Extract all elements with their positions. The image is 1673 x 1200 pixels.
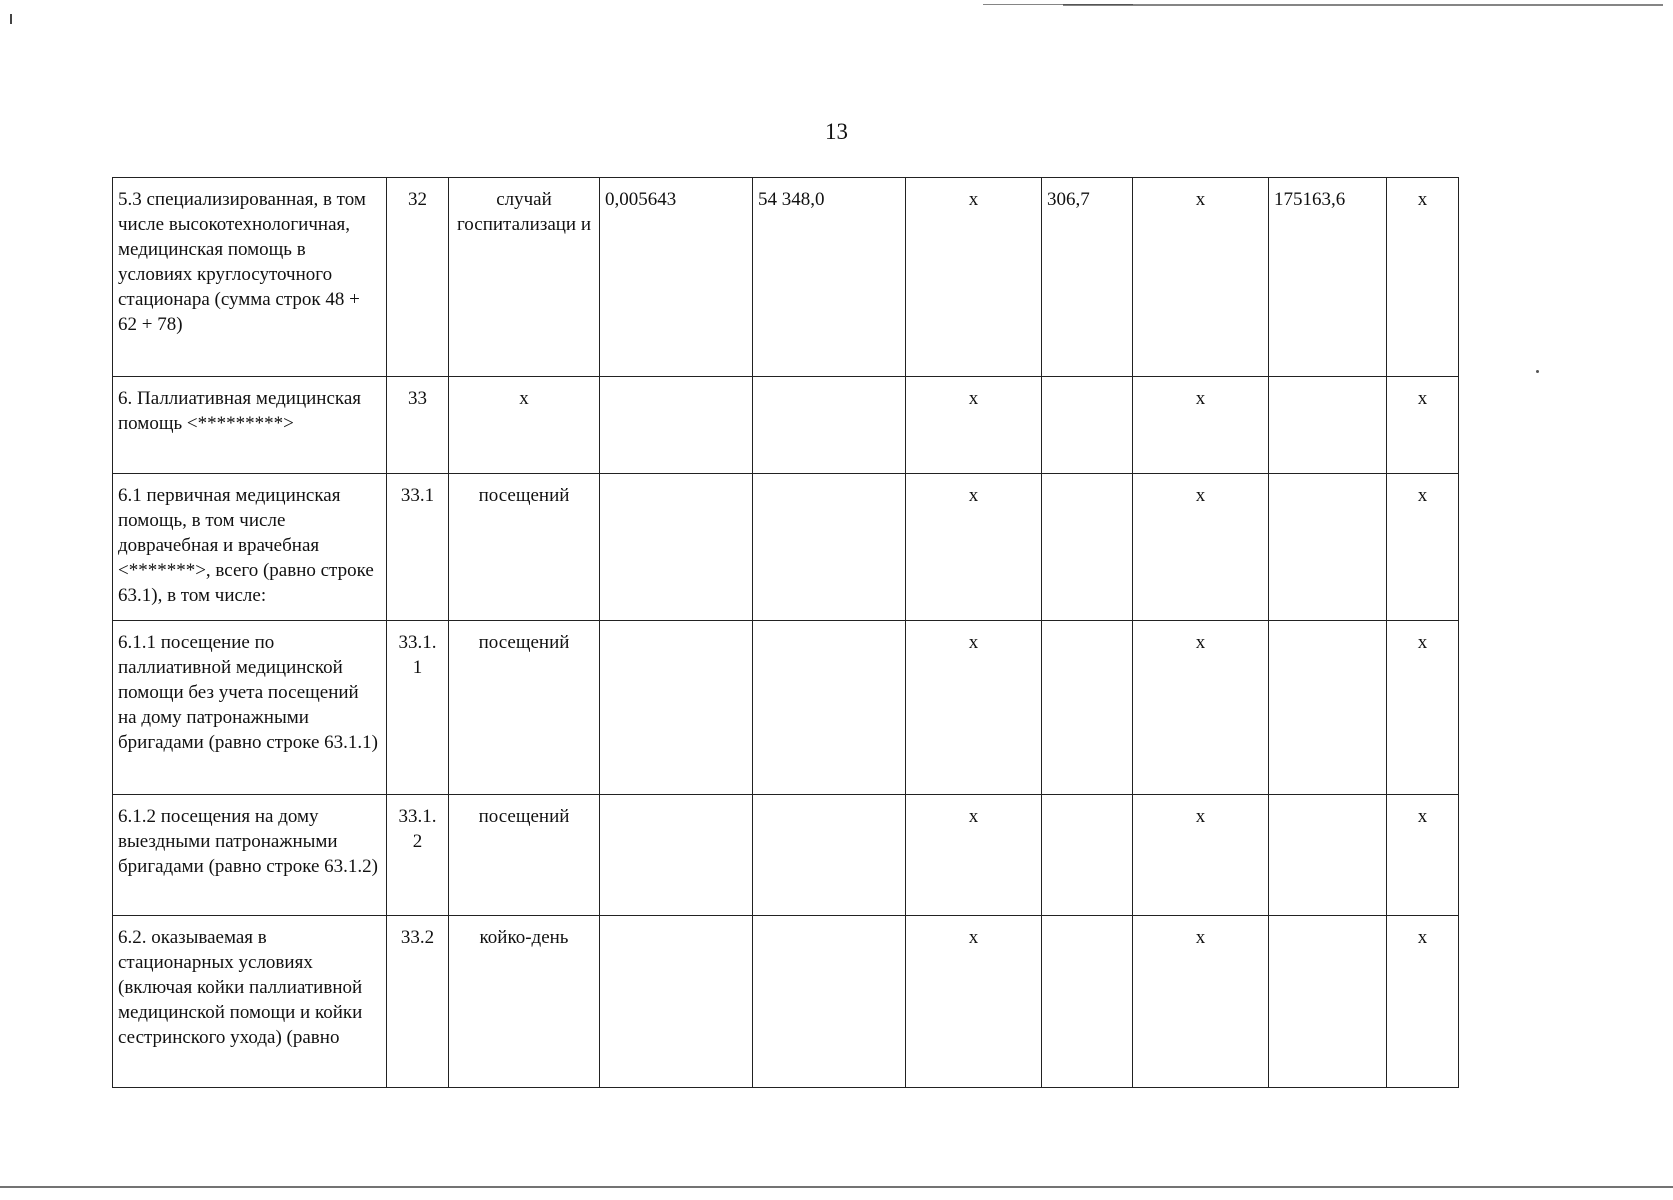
- row-name-cell: 5.3 специализированная, в том числе высокотехнологичная, медицинская помощь в условиях круглосуточного стационара (сумма строк 48 + 62 + 78): [113, 178, 387, 377]
- row-value-cell: [1042, 377, 1133, 474]
- row-value-cell: [1269, 916, 1387, 1088]
- row-value-cell: [1042, 621, 1133, 795]
- row-value-cell: 54 348,0: [753, 178, 906, 377]
- row-unit-cell: посещений: [449, 474, 600, 621]
- row-value-cell: х: [906, 178, 1042, 377]
- row-unit-cell: койко-день: [449, 916, 600, 1088]
- table-row: [113, 916, 1459, 1088]
- scan-edge-line-top: [1063, 4, 1663, 6]
- row-value-cell: х: [1387, 795, 1459, 916]
- row-value-cell: [1269, 377, 1387, 474]
- row-unit-cell: случай госпитализаци и: [449, 178, 600, 377]
- indicator-table: [112, 177, 1459, 1088]
- row-value-cell: [753, 916, 906, 1088]
- row-value-cell: [1269, 621, 1387, 795]
- row-name-cell: 6.1 первичная медицинская помощь, в том числе доврачебная и врачебная <*******>, всего (равно строке 63.1), в том числе:: [113, 474, 387, 621]
- scan-edge-line-bottom: [0, 1186, 1673, 1188]
- row-value-cell: [753, 377, 906, 474]
- row-name-cell: 6.2. оказываемая в стационарных условиях (включая койки паллиативной медицинской помощи и койки сестринского ухода) (равно: [113, 916, 387, 1088]
- row-value-cell: х: [1133, 916, 1269, 1088]
- table-row: [113, 795, 1459, 916]
- page-number: 13: [825, 119, 848, 144]
- row-value-cell: [1042, 474, 1133, 621]
- row-value-cell: 306,7: [1042, 178, 1133, 377]
- row-value-cell: х: [1133, 474, 1269, 621]
- row-value-cell: х: [1387, 377, 1459, 474]
- row-value-cell: [600, 377, 753, 474]
- row-value-cell: [1269, 474, 1387, 621]
- row-value-cell: [600, 621, 753, 795]
- scan-mark: [10, 14, 12, 24]
- scan-edge-line-top-short: [983, 4, 1133, 5]
- row-value-cell: х: [1387, 474, 1459, 621]
- row-line-number-cell: 32: [387, 178, 449, 377]
- table-row: [113, 474, 1459, 621]
- table-row: [113, 621, 1459, 795]
- row-value-cell: х: [1133, 178, 1269, 377]
- row-line-number-cell: 33.1. 1: [387, 621, 449, 795]
- row-value-cell: [753, 795, 906, 916]
- row-line-number-cell: 33: [387, 377, 449, 474]
- row-value-cell: [600, 795, 753, 916]
- row-value-cell: х: [906, 377, 1042, 474]
- row-value-cell: [1042, 916, 1133, 1088]
- row-value-cell: 175163,6: [1269, 178, 1387, 377]
- row-value-cell: х: [1387, 178, 1459, 377]
- row-value-cell: х: [906, 474, 1042, 621]
- row-value-cell: х: [1133, 621, 1269, 795]
- row-line-number-cell: 33.2: [387, 916, 449, 1088]
- row-value-cell: [753, 621, 906, 795]
- row-value-cell: [600, 474, 753, 621]
- row-value-cell: х: [1133, 377, 1269, 474]
- row-name-cell: 6. Паллиативная медицинская помощь <*********>: [113, 377, 387, 474]
- row-line-number-cell: 33.1. 2: [387, 795, 449, 916]
- row-name-cell: 6.1.1 посещение по паллиативной медицинской помощи без учета посещений на дому патронажными бригадами (равно строке 63.1.1): [113, 621, 387, 795]
- row-value-cell: х: [906, 621, 1042, 795]
- row-value-cell: х: [906, 795, 1042, 916]
- row-value-cell: х: [906, 916, 1042, 1088]
- row-value-cell: х: [1387, 621, 1459, 795]
- row-line-number-cell: 33.1: [387, 474, 449, 621]
- row-unit-cell: посещений: [449, 621, 600, 795]
- row-value-cell: х: [1133, 795, 1269, 916]
- row-value-cell: [1042, 795, 1133, 916]
- row-unit-cell: посещений: [449, 795, 600, 916]
- row-unit-cell: х: [449, 377, 600, 474]
- row-name-cell: 6.1.2 посещения на дому выездными патронажными бригадами (равно строке 63.1.2): [113, 795, 387, 916]
- row-value-cell: 0,005643: [600, 178, 753, 377]
- table-row: [113, 178, 1459, 377]
- table-row: [113, 377, 1459, 474]
- row-value-cell: [753, 474, 906, 621]
- scan-speck: [1536, 370, 1539, 373]
- row-value-cell: [1269, 795, 1387, 916]
- row-value-cell: [600, 916, 753, 1088]
- row-value-cell: х: [1387, 916, 1459, 1088]
